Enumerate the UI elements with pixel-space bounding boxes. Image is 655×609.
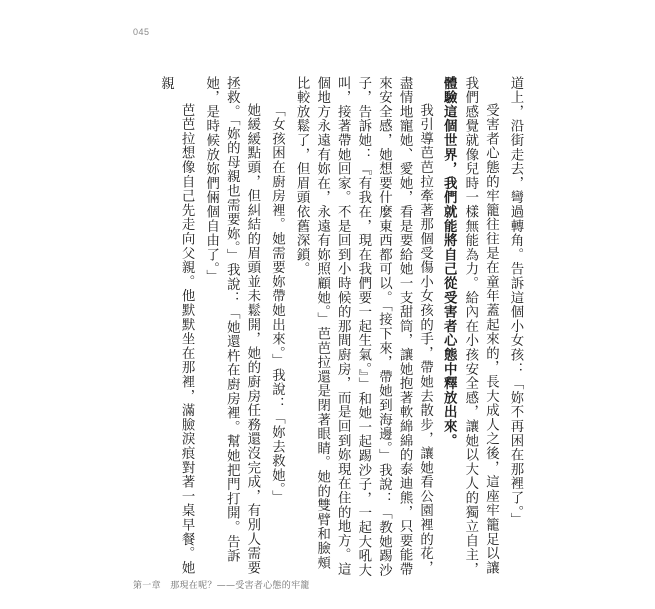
text-segment: 受害者心態的牢籠往往是在童年蓋起來的，長大成人之後，這座牢籠足以讓我們感覺就像兒時一樣無能為力。給內在小孩安全感，讓她以大人的獨立自主，	[462, 76, 499, 577]
paragraph-p5	[200, 76, 262, 581]
paragraph-p3	[290, 76, 434, 581]
text-segment: 「女孩困在廚房裡。她需要妳帶她出來。」我說：「妳去救她。」	[269, 102, 285, 505]
paragraph-p2	[439, 76, 501, 581]
paragraph-p6	[155, 76, 196, 581]
body-text	[125, 76, 525, 581]
page-number: 045	[133, 27, 150, 37]
text-segment: 道上，沿街走去，彎過轉角。告訴這個小女孩：「妳不再困在那裡了。」	[508, 76, 523, 527]
running-footer: 第一章 那現在呢？——受害者心態的牢籠	[133, 581, 310, 591]
paragraph-p4	[266, 76, 287, 581]
bold-text-segment: 體驗這個世界，我們就能將自己從受害者心態中釋放出來。	[441, 76, 458, 448]
text-segment: 芭芭拉想像自己先走向父親。他默默坐在那裡，滿臉淚痕對著一桌早餐。她親	[158, 76, 195, 575]
paragraph-p1	[504, 76, 525, 581]
text-segment: 她緩緩點頭，但糾結的眉頭並未鬆開，她的廚房任務還沒完成，有別人需要拯救。「妳的母親也需要妳。」我說：「她還杵在廚房裡。幫她把門打開。告訴她，是時候放妳們倆個自由了。」	[203, 76, 260, 575]
text-segment: 我引導芭芭拉牽著那個受傷小女孩的手，帶她去散步，讓她看公園裡的花，盡情地寵她、愛她，看是要給她一支甜筒，讓她抱著軟綿綿的泰迪熊，只要能帶來安全感，她想要什麼東西都可以。「接下來，帶她到海邊。」我說：「教她踢沙子，告訴她：『有我在，現在我們要一起生氣。』」和她一起踢沙子，一起大吼大叫，接著帶她回家。不是回到小時候的那間廚房，而是回到妳現在住的地方。這個地方永遠有妳在，永遠有妳照顧她。」芭芭拉還是閉著眼睛。她的雙臂和臉頰比較放鬆了，但眉頭依舊深鎖。	[294, 76, 433, 578]
